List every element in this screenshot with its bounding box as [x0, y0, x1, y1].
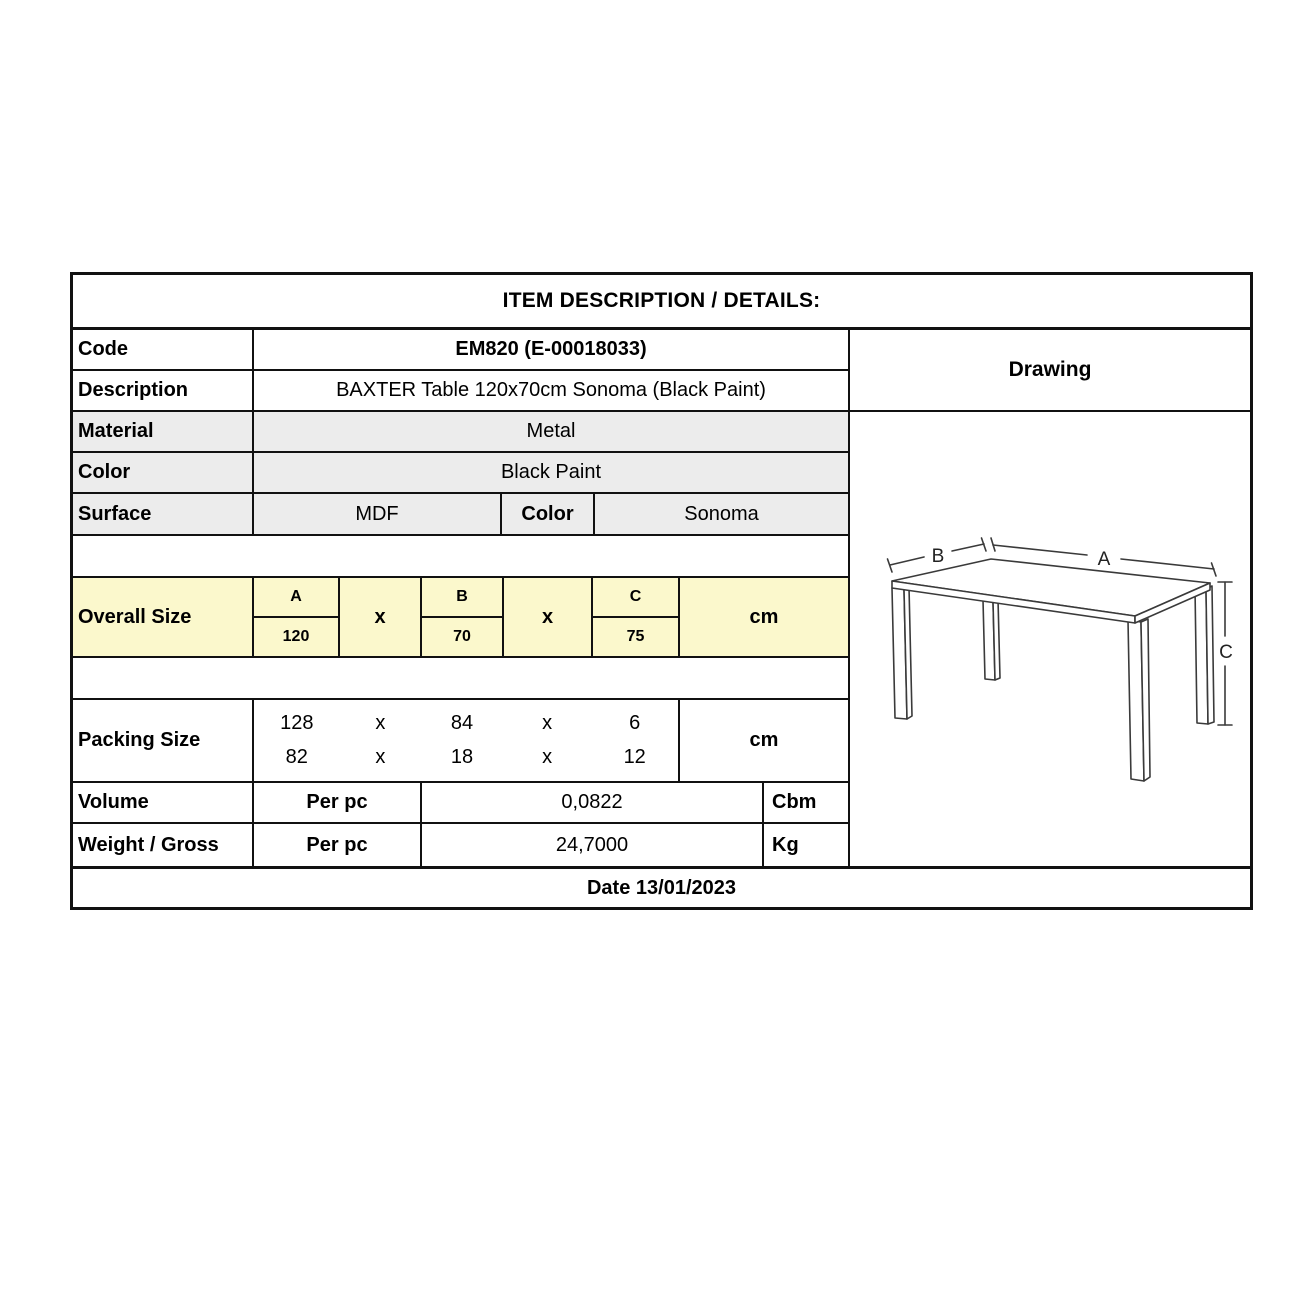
volume-row — [73, 783, 848, 824]
packing-size-values — [254, 700, 680, 781]
material-value: Metal — [526, 420, 576, 442]
surface-row — [73, 494, 848, 536]
spacer-row — [73, 536, 848, 578]
packing-separator: x — [542, 746, 553, 769]
code-row — [73, 330, 848, 371]
packing-size-unit: cm — [749, 729, 779, 751]
dim-line-a — [1121, 559, 1214, 569]
dim-label-a: A — [1097, 549, 1111, 570]
date-row: Date 13/01/2023 — [73, 866, 1250, 907]
surface-value: MDF — [254, 494, 502, 534]
packing-value: 18 — [450, 746, 474, 769]
spec-columns — [73, 330, 850, 866]
dimension-separator: x — [504, 578, 593, 656]
dimension-b-letter: B — [422, 578, 502, 618]
packing-value: 6 — [629, 711, 641, 734]
dimension-a — [254, 578, 340, 656]
weight-unit: Kg — [772, 833, 799, 856]
packing-line-1 — [254, 712, 678, 735]
dimension-a-letter: A — [254, 578, 338, 618]
color-value: Black Paint — [500, 461, 602, 483]
packing-line-2 — [254, 746, 678, 769]
color-label: Color — [73, 453, 254, 492]
weight-row — [73, 824, 848, 866]
weight-label: Weight / Gross — [73, 824, 254, 866]
packing-size-label: Packing Size — [73, 700, 254, 781]
overall-size-row — [73, 578, 848, 658]
description-label: Description — [73, 371, 254, 410]
packing-separator: x — [375, 746, 386, 769]
packing-separator: x — [375, 711, 386, 734]
packing-size-row — [73, 700, 848, 783]
drawing-column — [850, 330, 1250, 866]
dim-line-b — [952, 544, 984, 551]
dim-line-b — [890, 557, 924, 565]
surface-color-value: Sonoma — [684, 502, 759, 525]
dim-line-a — [993, 545, 1087, 555]
dimension-b-value: 70 — [453, 628, 471, 645]
table-leg — [1206, 586, 1214, 724]
dimension-c-letter: C — [593, 578, 678, 618]
packing-value: 128 — [280, 711, 314, 734]
volume-unit: Cbm — [772, 791, 817, 813]
code-value: EM820 (E-00018033) — [455, 338, 647, 360]
table-body — [73, 330, 1250, 866]
spacer-row — [73, 658, 848, 700]
item-spec-table — [70, 272, 1253, 910]
color-row — [73, 453, 848, 494]
description-value: BAXTER Table 120x70cm Sonoma (Black Paint) — [336, 379, 766, 401]
volume-per-pc: Per pc — [254, 783, 422, 822]
dimension-b — [422, 578, 504, 656]
drawing-cell — [850, 412, 1250, 866]
dimension-c-value: 75 — [626, 628, 645, 645]
table-title: ITEM DESCRIPTION / DETAILS: — [73, 275, 1250, 330]
table-drawing-illustration — [850, 412, 1250, 866]
material-label: Material — [73, 412, 254, 451]
volume-label: Volume — [73, 783, 254, 822]
code-label: Code — [73, 330, 254, 369]
packing-separator: x — [542, 711, 553, 734]
drawing-header: Drawing — [850, 330, 1250, 412]
dimension-c — [593, 578, 680, 656]
overall-size-unit: cm — [749, 605, 779, 628]
packing-value: 12 — [623, 746, 646, 769]
weight-per-pc: Per pc — [254, 824, 422, 866]
packing-value: 82 — [285, 746, 308, 769]
packing-value: 84 — [450, 711, 474, 734]
surface-color-label: Color — [502, 494, 595, 534]
dim-label-b: B — [931, 546, 945, 567]
description-row — [73, 371, 848, 412]
weight-value: 24,7000 — [422, 824, 764, 866]
material-row — [73, 412, 848, 453]
overall-size-label: Overall Size — [73, 578, 254, 656]
volume-value: 0,0822 — [422, 783, 764, 822]
table-leg — [993, 599, 1000, 680]
surface-label: Surface — [73, 494, 254, 534]
dim-label-c: C — [1219, 642, 1233, 663]
dimension-a-value: 120 — [282, 628, 310, 645]
dimension-separator: x — [340, 578, 422, 656]
